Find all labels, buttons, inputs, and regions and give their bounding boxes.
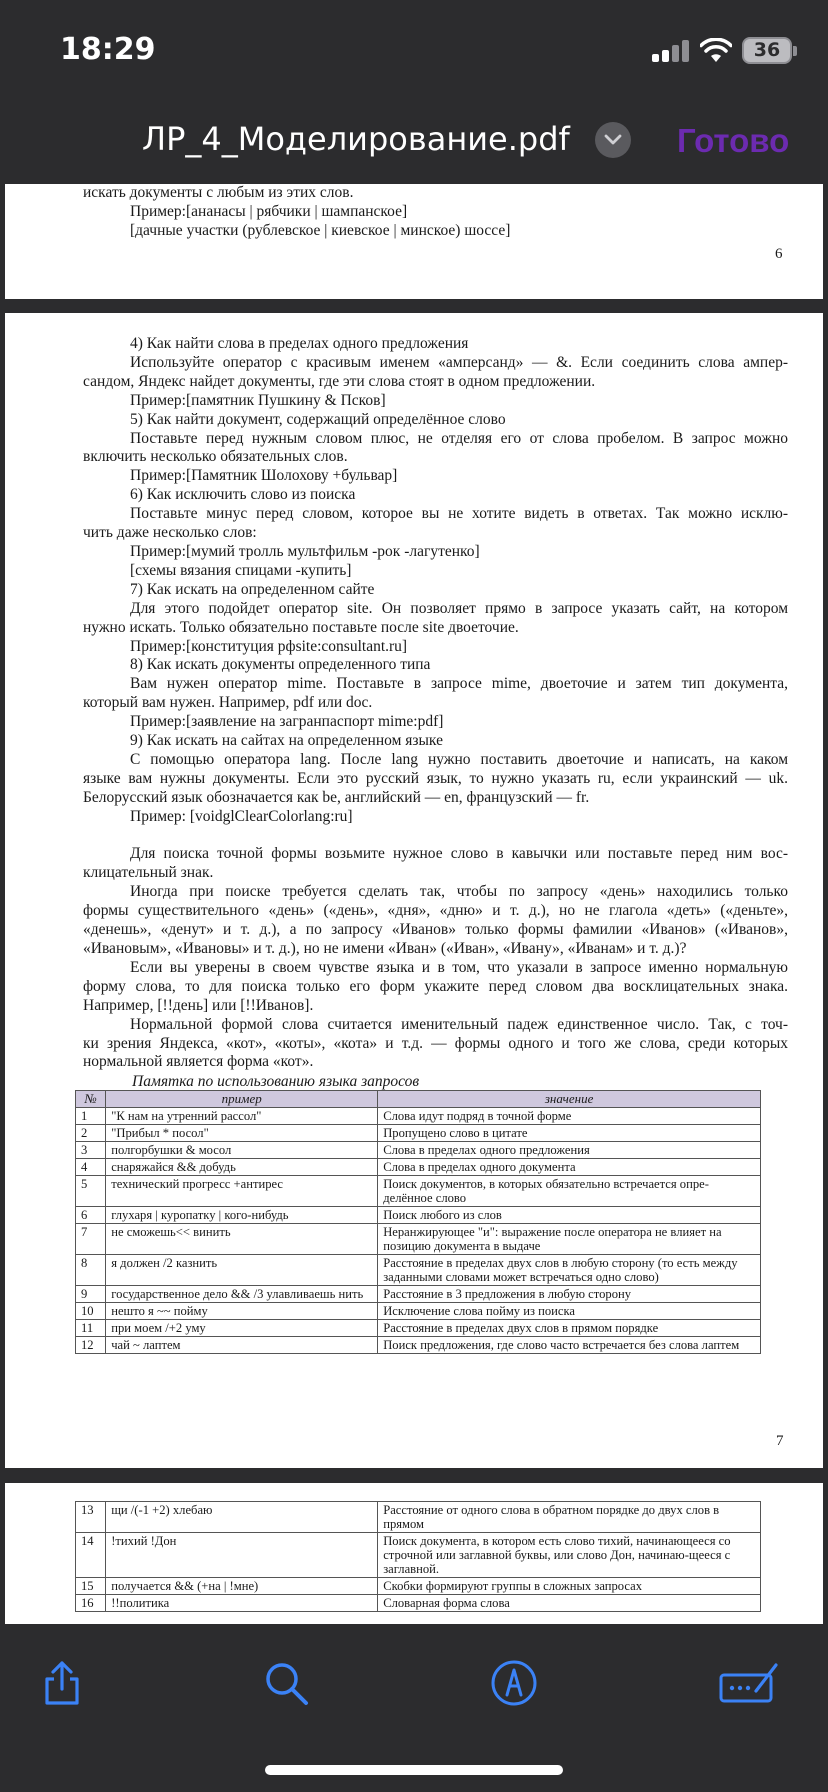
query-example: технический прогресс +антирес bbox=[106, 1176, 378, 1207]
query-language-table bbox=[75, 1090, 761, 1354]
title-menu-button[interactable] bbox=[595, 122, 631, 158]
query-meaning: Расстояние от одного слова в обратном порядке до двух слов в прямом bbox=[378, 1502, 761, 1533]
row-number: 10 bbox=[76, 1303, 106, 1320]
query-meaning: Поиск документов, в которых обязательно встречается опре-делённое слово bbox=[378, 1176, 761, 1207]
row-number: 7 bbox=[76, 1224, 106, 1255]
chevron-down-icon bbox=[604, 133, 622, 147]
table-row bbox=[76, 1125, 761, 1142]
query-example: я должен /2 казнить bbox=[106, 1255, 378, 1286]
table-row bbox=[76, 1108, 761, 1125]
row-number: 14 bbox=[76, 1533, 106, 1578]
query-example: "К нам на утренний рассол" bbox=[106, 1108, 378, 1125]
table-header: пример bbox=[106, 1091, 378, 1108]
query-example: глухаря | куропатку | кого-нибудь bbox=[106, 1207, 378, 1224]
table-row bbox=[76, 1595, 761, 1612]
row-number: 8 bbox=[76, 1255, 106, 1286]
query-example: щи /(-1 +2) хлебаю bbox=[106, 1502, 378, 1533]
query-meaning: Пропущено слово в цитате bbox=[378, 1125, 761, 1142]
query-meaning: Исключение слова пойму из поиска bbox=[378, 1303, 761, 1320]
table-row bbox=[76, 1286, 761, 1303]
search-icon[interactable] bbox=[262, 1659, 310, 1707]
status-time: 18:29 bbox=[60, 32, 156, 67]
markup-icon[interactable] bbox=[490, 1659, 538, 1707]
pdf-viewer[interactable] bbox=[0, 184, 828, 1624]
table-row bbox=[76, 1303, 761, 1320]
table-header: № bbox=[76, 1091, 106, 1108]
table-caption: Памятка по использованию языка запросов bbox=[132, 1073, 420, 1090]
query-example: государственное дело && /3 улавливаешь нить bbox=[106, 1286, 378, 1303]
page-number: 6 bbox=[775, 246, 783, 262]
cellular-signal-icon bbox=[652, 40, 690, 62]
table-row bbox=[76, 1159, 761, 1176]
document-title[interactable]: ЛР_4_Моделирование.pdf bbox=[142, 120, 570, 158]
pdf-page-7 bbox=[5, 313, 823, 1468]
query-meaning: Поиск предложения, где слово часто встречается без слова лаптем bbox=[378, 1337, 761, 1354]
query-example: !тихий !Дон bbox=[106, 1533, 378, 1578]
row-number: 16 bbox=[76, 1595, 106, 1612]
row-number: 6 bbox=[76, 1207, 106, 1224]
done-button[interactable]: Готово bbox=[677, 122, 790, 159]
row-number: 1 bbox=[76, 1108, 106, 1125]
query-meaning: Скобки формируют группы в сложных запросах bbox=[378, 1578, 761, 1595]
battery-icon: 36 bbox=[742, 37, 792, 64]
query-meaning: Расстояние в пределах двух слов в любую сторону (то есть между заданными словами может встречаться одно слово) bbox=[378, 1255, 761, 1286]
row-number: 5 bbox=[76, 1176, 106, 1207]
table-row bbox=[76, 1533, 761, 1578]
page-number: 7 bbox=[776, 1433, 784, 1449]
query-example: не сможешь<< винить bbox=[106, 1224, 378, 1255]
row-number: 15 bbox=[76, 1578, 106, 1595]
nav-bar bbox=[0, 100, 828, 184]
query-example: чай ~ лаптем bbox=[106, 1337, 378, 1354]
table-row bbox=[76, 1578, 761, 1595]
query-example: полгорбушки & мосол bbox=[106, 1142, 378, 1159]
row-number: 13 bbox=[76, 1502, 106, 1533]
table-row bbox=[76, 1142, 761, 1159]
table-row bbox=[76, 1320, 761, 1337]
table-row bbox=[76, 1207, 761, 1224]
pdf-page-6 bbox=[5, 184, 823, 299]
table-row bbox=[76, 1224, 761, 1255]
row-number: 12 bbox=[76, 1337, 106, 1354]
status-bar bbox=[0, 0, 828, 100]
table-row bbox=[76, 1255, 761, 1286]
query-meaning: Расстояние в пределах двух слов в прямом порядке bbox=[378, 1320, 761, 1337]
query-example: получается && (+на | !мне) bbox=[106, 1578, 378, 1595]
query-meaning: Поиск любого из слов bbox=[378, 1207, 761, 1224]
query-example: !!политика bbox=[106, 1595, 378, 1612]
row-number: 2 bbox=[76, 1125, 106, 1142]
pdf-page-8 bbox=[5, 1483, 823, 1624]
query-meaning: Поиск документа, в котором есть слово тихий, начинающееся со строчной или заглавной буквы, или слово Дон, начинаю-щееся с заглавной. bbox=[378, 1533, 761, 1578]
query-example: при моем /+2 уму bbox=[106, 1320, 378, 1337]
home-indicator[interactable] bbox=[265, 1765, 563, 1775]
query-meaning: Словарная форма слова bbox=[378, 1595, 761, 1612]
table-row bbox=[76, 1337, 761, 1354]
table-header-row bbox=[76, 1091, 761, 1108]
wifi-icon bbox=[700, 38, 732, 64]
query-meaning: Слова в пределах одного предложения bbox=[378, 1142, 761, 1159]
row-number: 11 bbox=[76, 1320, 106, 1337]
form-fill-icon[interactable] bbox=[718, 1659, 782, 1707]
query-language-table-continued bbox=[75, 1501, 761, 1612]
query-meaning: Расстояние в 3 предложения в любую сторону bbox=[378, 1286, 761, 1303]
query-meaning: Неранжирующее "и": выражение после оператора не влияет на позицию документа в выдаче bbox=[378, 1224, 761, 1255]
page-6-text: искать документы с любым из этих слов. Пример:[ананасы | рябчики | шампанское] [дачные участки (рублевское | киевское | минское) шоссе] bbox=[83, 184, 511, 239]
row-number: 3 bbox=[76, 1142, 106, 1159]
share-icon[interactable] bbox=[38, 1659, 86, 1707]
page-7-text: 4) Как найти слова в пределах одного предложения Используйте оператор с красивым именем «амперсанд» — &. Если соединить слова ампер- сандом, Яндекс найдет документы, где эти слова стоят в одном предложении. Пример:[памятник Пушкину & Псков] 5) Как найти документ, содержащий определённое слово Поставьте перед нужным словом плюс, не отделяя его от слова пробелом. В запрос можно включить несколько обязательных слов. Пример:[Памятник Шолохову +бульвар] 6) Как исключить слово из поиска Поставьте минус перед словом, которое вы не хотите видеть в ответах. Так можно исклю- чить даже несколько слов: Пример:[мумий тролль мультфильм -рок -лагутенко] [схемы вязания спицами -купить] 7) Как искать на определенном сайте Для этого подойдет оператор site. Он позволяет прямо в запросе указать сайт, на котором нужно искать. Только обязательно поставьте после site двоеточие. Пример:[конституция pфsite:consultant.ru] 8) Как искать документы определенного типа Вам нужен оператор mime. Поставьте в запросе mime, двоеточие и затем тип документа, который вам нужен. Например, pdf или doc. Пример:[заявление на загранпаспорт mime:pdf] 9) Как искать на сайтах на определенном языке С помощью оператора lang. После lang нужно поставить двоеточие и написать, на каком языке вам нужны документы. Если это русский язык, то нужно указать ru, если украинский — uk. Белорусский язык обозначается как be, английский — en, французский — fr. Пример: [voidglClearColorlang:ru] Для поиска точной формы возьмите нужное слово в кавычки или поставьте перед ним вос- клицательный знак. Иногда при поиске требуется сделать так, чтобы по запросу «день» находились только формы существительного «день» («день», «дня», «дню» и т. д.), но не глагола «деть» («деньте», «денешь», «денут» и т. д.), а по запросу «Иванов» только формы фамилии «Иванов» («Иванов», «Ивановым», «Ивановы» и т. д.), но не имени «Иван» («Иван», «Ивану», «Иванам» и т. д.)? Если вы уверены в своем чувстве языка и в том, что указали в запросе именно нормальную форму слова, то для поиска только его форм укажите перед словом два восклицательных знака. Например, [!!день] или [!!Иванов]. Нормальной формой слова считается именительный падеж единственное число. Так, с точ- ки зрения Яндекса, «кот», «коты», «кота» и т.д. — формы одного и того же слова, среди которых нормальной является форма «кот». bbox=[83, 335, 788, 1071]
query-meaning: Слова идут подряд в точной форме bbox=[378, 1108, 761, 1125]
row-number: 4 bbox=[76, 1159, 106, 1176]
table-header: значение bbox=[378, 1091, 761, 1108]
row-number: 9 bbox=[76, 1286, 106, 1303]
query-example: нешто я ~~ пойму bbox=[106, 1303, 378, 1320]
query-example: снаряжайся && добудь bbox=[106, 1159, 378, 1176]
table-row bbox=[76, 1502, 761, 1533]
table-row bbox=[76, 1176, 761, 1207]
query-meaning: Слова в пределах одного документа bbox=[378, 1159, 761, 1176]
query-example: "Прибыл * посол" bbox=[106, 1125, 378, 1142]
